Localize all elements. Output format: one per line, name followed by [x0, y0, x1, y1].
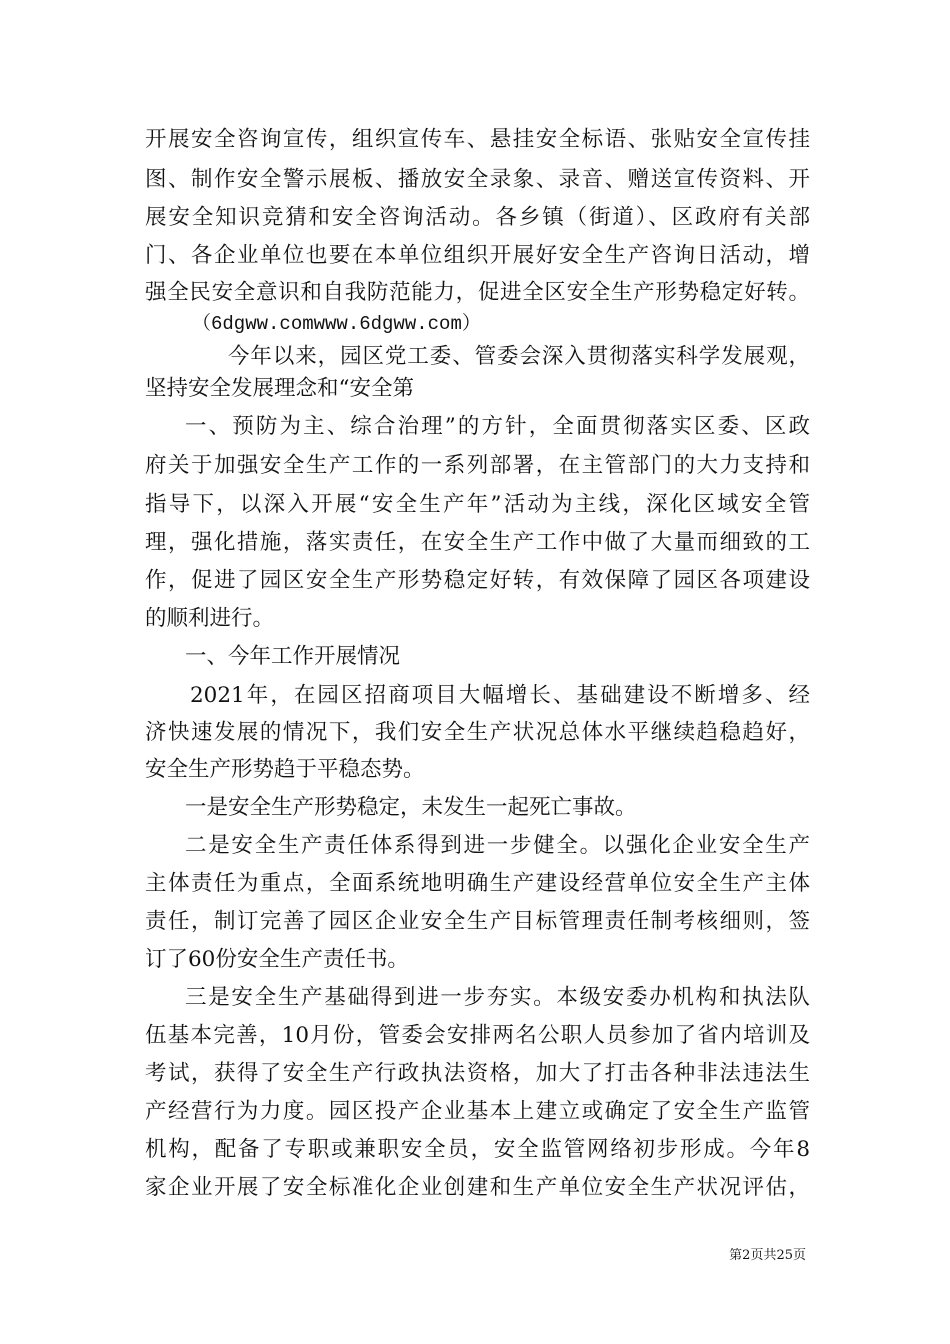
paragraph-line: 二是安全生产责任体系得到进一步健全。以强化企业安全生产	[185, 833, 810, 858]
paragraph-line: 坚持安全发展理念和“安全第	[145, 376, 414, 401]
paragraph-line: 考试，获得了安全生产行政执法资格，加大了打击各种非法违法生	[145, 1061, 810, 1086]
paragraph-line: 一、预防为主、综合治理”的方针，全面贯彻落实区委、区政	[185, 414, 810, 439]
paragraph-line: 2021年，在园区招商项目大幅增长、基础建设不断增多、经	[190, 683, 810, 708]
paragraph-line: 一、今年工作开展情况	[185, 644, 401, 669]
paragraph-line: 开展安全咨询宣传，组织宣传车、悬挂安全标语、张贴安全宣传挂	[145, 127, 810, 152]
source-url-text: （6dgww.comwww.6dgww.com）	[192, 313, 481, 335]
paragraph-line: 机构，配备了专职或兼职安全员，安全监管网络初步形成。今年8	[145, 1137, 810, 1162]
paragraph-line: 订了60份安全生产责任书。	[145, 947, 409, 972]
paragraph-line: 的顺利进行。	[145, 606, 275, 631]
paragraph-line: 指导下，以深入开展“安全生产年”活动为主线，深化区域安全管	[145, 492, 810, 517]
paragraph-line: 强全民安全意识和自我防范能力，促进全区安全生产形势稳定好转。	[145, 280, 810, 305]
paragraph-line: 伍基本完善，10月份，管委会安排两名公职人员参加了省内培训及	[145, 1023, 810, 1048]
paragraph-line: 家企业开展了安全标准化企业创建和生产单位安全生产状况评估，	[145, 1175, 810, 1200]
page-number-footer: 第2页共25页	[729, 1248, 806, 1263]
paragraph-line: 作，促进了园区安全生产形势稳定好转，有效保障了园区各项建设	[145, 568, 810, 593]
paragraph-line: 门、各企业单位也要在本单位组织开展好安全生产咨询日活动，增	[145, 243, 810, 268]
paragraph-line: 今年以来，园区党工委、管委会深入贯彻落实科学发展观，	[228, 344, 810, 369]
paragraph-line: 责任，制订完善了园区企业安全生产目标管理责任制考核细则，签	[145, 909, 810, 934]
paragraph-line: 理，强化措施，落实责任，在安全生产工作中做了大量而细致的工	[145, 530, 810, 555]
paragraph-line: 展安全知识竞猜和安全咨询活动。各乡镇（街道）、区政府有关部	[145, 205, 810, 230]
paragraph-line: 一是安全生产形势稳定，未发生一起死亡事故。	[185, 795, 637, 820]
paragraph-line: 图、制作安全警示展板、播放安全录象、录音、赠送宣传资料、开	[145, 167, 810, 192]
paragraph-line: 产经营行为力度。园区投产企业基本上建立或确定了安全生产监管	[145, 1099, 810, 1124]
paragraph-line: 三是安全生产基础得到进一步夯实。本级安委办机构和执法队	[185, 985, 810, 1010]
paragraph-line: 府关于加强安全生产工作的一系列部署，在主管部门的大力支持和	[145, 453, 810, 478]
paragraph-line: 安全生产形势趋于平稳态势。	[145, 757, 425, 782]
paragraph-line: 主体责任为重点，全面系统地明确生产建设经营单位安全生产主体	[145, 871, 810, 896]
paragraph-line: 济快速发展的情况下，我们安全生产状况总体水平继续趋稳趋好，	[145, 720, 810, 745]
